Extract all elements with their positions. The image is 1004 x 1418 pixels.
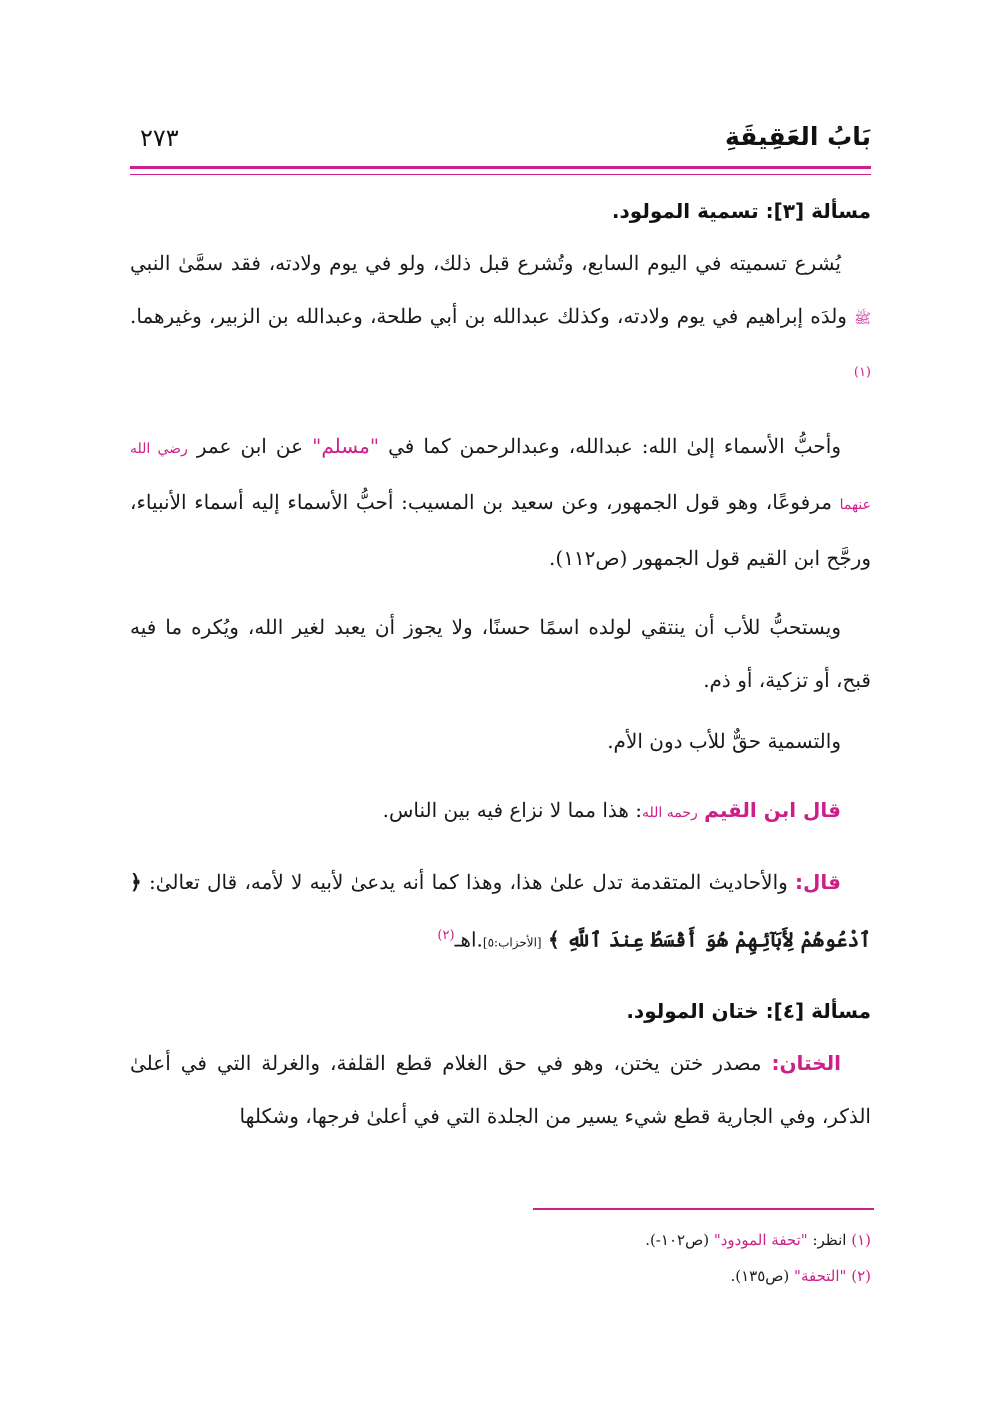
footnote-text: (ص١٠٢-). bbox=[645, 1231, 710, 1249]
quran-verse: ﴿ ٱدْعُوهُمْ لِأَبَآئِهِمْ هُوَ أَقْسَطُ عِندَ ٱللَّهِ ﴾ bbox=[130, 869, 871, 952]
footnote-2 bbox=[520, 1264, 871, 1288]
paragraph-beloved-names bbox=[130, 420, 871, 585]
page-number: ٢٧٣ bbox=[140, 124, 179, 152]
paragraph-choosing-name: ويستحبُّ للأب أن ينتقي لولده اسمًا حسنًا، ولا يجوز أن يعبد لغير الله، ويُكره ما فيه قبح، أو تزكية، أو ذم. bbox=[130, 614, 871, 692]
paragraph-text: مصدر ختن يختن، وهو في حق الغلام قطع القلفة، والغرلة التي في أعلىٰ الذكر، وفي الجارية قطع شيء يسير من الجلدة التي في أعلىٰ فرجها، وشكلها bbox=[130, 1051, 871, 1129]
paragraph-ibn-qayyim bbox=[130, 784, 871, 840]
term-label: الختان: bbox=[771, 1051, 841, 1076]
paragraph-circumcision-definition bbox=[130, 1037, 871, 1143]
paragraph-father-right: والتسمية حقٌّ للأب دون الأم. bbox=[607, 728, 841, 753]
footnotes bbox=[520, 1228, 871, 1300]
salawat-honorific: ﷺ bbox=[854, 311, 872, 327]
paragraph-text: يُشرع تسميته في اليوم السابع، وتُشرع قبل ذلك، ولو في يوم ولادته، فقد سمَّىٰ النبي bbox=[130, 251, 841, 275]
paragraph-quran-citation bbox=[130, 856, 871, 970]
section-heading-4: مسألة [٤]: ختان المولود. bbox=[626, 999, 871, 1024]
speaker-label: قال ابن القيم bbox=[704, 797, 841, 822]
page-header bbox=[130, 118, 871, 166]
radiallahu-honorific: رضي الله عنهما bbox=[130, 440, 871, 513]
footnote-separator bbox=[533, 1208, 874, 1210]
footnote-ref-2[interactable]: (٢) bbox=[437, 927, 455, 943]
footnote-number: (١) bbox=[851, 1231, 871, 1249]
source-reference: "مسلم" bbox=[312, 433, 380, 458]
footnote-source: "تحفة المودود" bbox=[713, 1231, 808, 1249]
chapter-title: بَابُ العَقِيقَةِ bbox=[724, 122, 871, 151]
rahimahullah-honorific: رحمه الله bbox=[642, 804, 698, 821]
footnote-number: (٢) bbox=[851, 1267, 871, 1285]
paragraph-text: وأحبُّ الأسماء إلىٰ الله: عبدالله، وعبدالرحمن كما في bbox=[388, 433, 841, 458]
footnote-text: انظر: bbox=[812, 1231, 847, 1249]
section-heading-3: مسألة [٣]: تسمية المولود. bbox=[611, 199, 871, 223]
paragraph-text: ولدَه إبراهيم في يوم ولادته، وكذلك عبدالله بن أبي طلحة، وعبدالله بن الزبير، وغيرهما. bbox=[130, 304, 847, 328]
paragraph-text: مرفوعًا، وهو قول الجمهور، وعن سعيد بن المسيب: أحبُّ الأسماء إليه أسماء الأنبياء، ورجَّح ابن القيم قول الجمهور (ص١١٢). bbox=[130, 489, 871, 570]
footnote-source: "التحفة" bbox=[794, 1267, 847, 1285]
footnote-1 bbox=[520, 1228, 871, 1252]
paragraph-text: .اهـ bbox=[454, 927, 483, 952]
speaker-label: قال: bbox=[795, 869, 842, 894]
footnote-text: (ص١٣٥). bbox=[730, 1267, 790, 1285]
footnote-ref-1[interactable]: (١) bbox=[853, 365, 871, 380]
paragraph-text: : هذا مما لا نزاع فيه بين الناس. bbox=[382, 797, 643, 822]
paragraph-naming-time bbox=[130, 237, 871, 404]
header-rule-thin bbox=[130, 174, 871, 175]
paragraph-text: والأحاديث المتقدمة تدل علىٰ هذا، وهذا كما أنه يدعىٰ لأبيه لا لأمه، قال تعالىٰ: bbox=[148, 869, 788, 894]
main-text bbox=[130, 185, 871, 1159]
paragraph-text: عن ابن عمر bbox=[196, 433, 304, 458]
verse-reference: [الأحزاب:٥] bbox=[482, 935, 542, 950]
header-rule-thick bbox=[130, 166, 871, 169]
